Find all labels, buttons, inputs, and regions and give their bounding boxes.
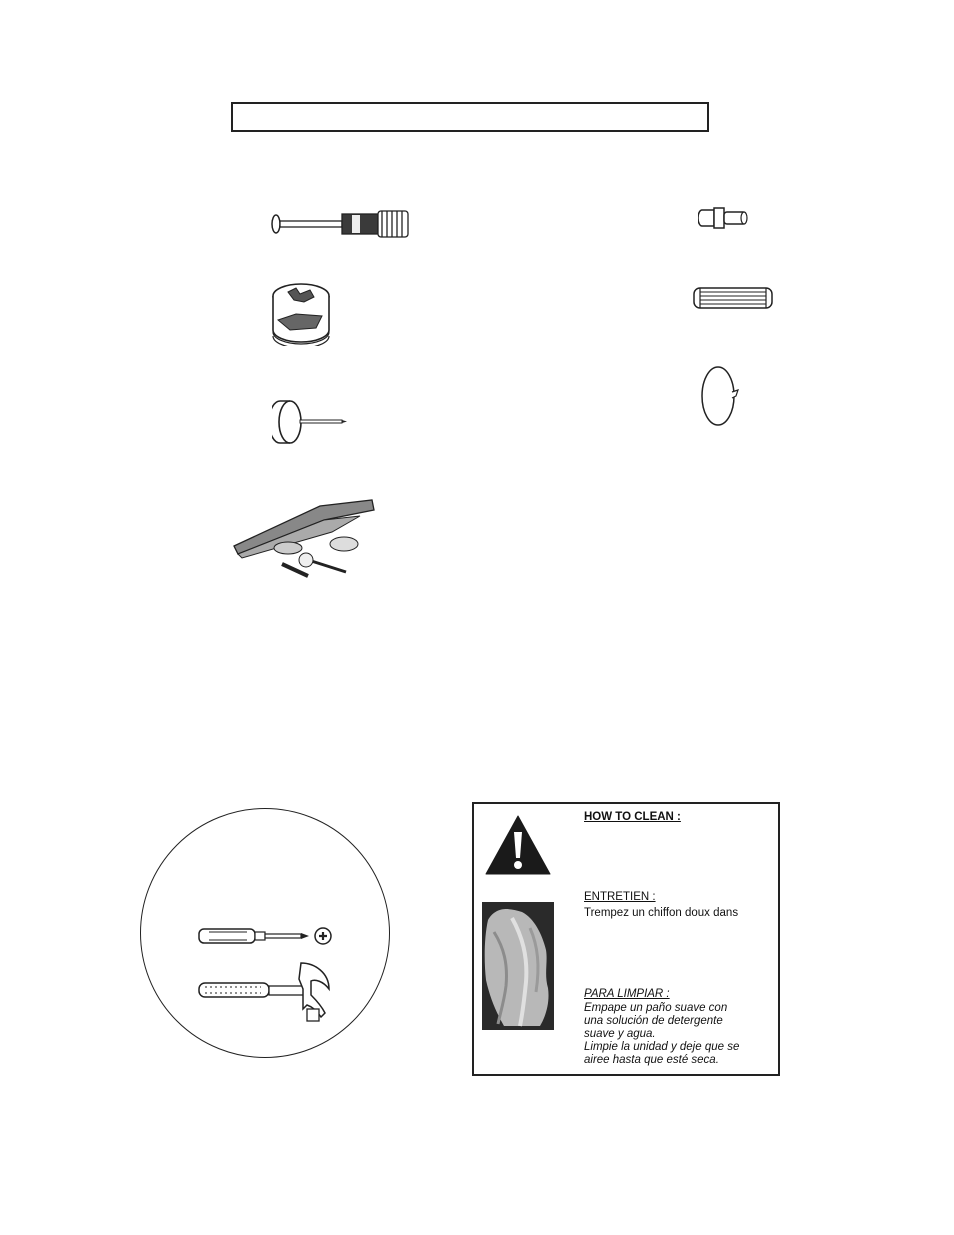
care-text-es-line2: una solución de detergente <box>584 1015 723 1027</box>
soft-cloth-icon <box>482 902 554 1030</box>
care-text-es-line3: suave y agua. <box>584 1028 656 1040</box>
parts-header-box <box>231 102 709 132</box>
cam-bolt-icon <box>268 206 414 242</box>
care-text-es-line5: airee hasta que esté seca. <box>584 1054 719 1066</box>
care-text-es-line4: Limpie la unidad y deje que se <box>584 1041 740 1053</box>
felt-glide-nail-icon <box>272 398 348 448</box>
tools-required-circle <box>140 808 390 1058</box>
warning-triangle-icon <box>484 814 552 881</box>
care-text-fr-line1: Trempez un chiffon doux dans <box>584 907 739 919</box>
shelf-pin-icon <box>698 204 752 232</box>
phillips-screwdriver-icon <box>195 923 335 951</box>
care-heading-en: HOW TO CLEAN : <box>584 811 681 823</box>
care-text-es-line1: Empape un paño suave con <box>584 1002 728 1014</box>
claw-hammer-icon <box>195 959 335 1027</box>
care-heading-es: PARA LIMPIAR : <box>584 988 670 1000</box>
cover-cap-icon <box>698 364 742 428</box>
cleaning-instructions-box <box>472 802 780 1076</box>
anti-tip-strap-kit-icon <box>232 498 378 582</box>
cam-lock-icon <box>270 280 332 346</box>
wood-dowel-icon <box>690 284 776 312</box>
care-heading-fr: ENTRETIEN : <box>584 891 656 903</box>
